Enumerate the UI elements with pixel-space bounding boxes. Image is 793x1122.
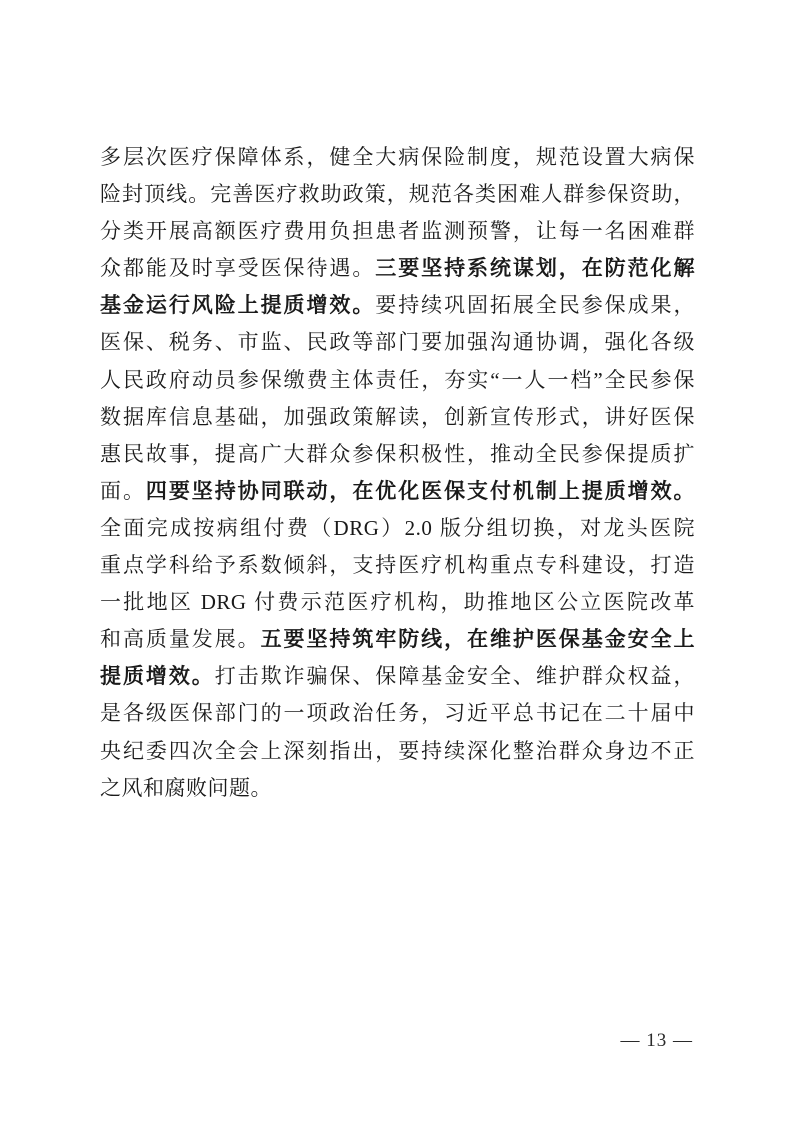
- text-line: [100, 473, 695, 510]
- text-line: [100, 695, 695, 732]
- text-line: [100, 324, 695, 361]
- text-line: [100, 770, 695, 807]
- text-line: [100, 733, 695, 770]
- text-line: [100, 584, 695, 621]
- text-line: [100, 436, 695, 473]
- emphasis-text: 基金运行风险上提质增效。: [100, 293, 376, 318]
- body-text: 央纪委四次全会上深刻指出，要持续深化整治群众身边不正: [100, 738, 695, 763]
- body-text: 分类开展高额医疗费用负担患者监测预警，让每一名困难群: [100, 219, 695, 244]
- body-text: 众都能及时享受医保待遇。: [100, 256, 376, 281]
- page-footer: [621, 1029, 694, 1053]
- body-text: 数据库信息基础，加强政策解读，创新宣传形式，讲好医保: [100, 404, 695, 429]
- body-text: 是各级医保部门的一项政治任务，习近平总书记在二十届中: [100, 701, 695, 726]
- body-text: 人民政府动员参保缴费主体责任，夯实“一人一档”全民参保: [100, 367, 695, 392]
- page-number: — 13 —: [620, 1030, 693, 1051]
- body-text: 惠民故事，提高广大群众参保积极性，推动全民参保提质扩: [100, 441, 695, 466]
- text-line: [100, 399, 695, 436]
- body-text: 全面完成按病组付费（DRG）2.0 版分组切换，对龙头医院: [100, 515, 695, 540]
- text-line: [100, 213, 695, 250]
- body-text: 一批地区 DRG 付费示范医疗机构，助推地区公立医院改革: [100, 590, 695, 615]
- emphasis-text: 提质增效。: [100, 664, 215, 689]
- body-text: 和高质量发展。: [100, 627, 261, 652]
- body-text: 多层次医疗保障体系，健全大病保险制度，规范设置大病保: [100, 145, 695, 169]
- text-line: [100, 510, 695, 547]
- text-line: [100, 658, 695, 695]
- text-line: [100, 176, 695, 213]
- body-text: 重点学科给予系数倾斜，支持医疗机构重点专科建设，打造: [100, 553, 695, 578]
- document-body: [100, 139, 695, 807]
- body-text: 险封顶线。完善医疗救助政策，规范各类困难人群参保资助，: [100, 182, 695, 207]
- body-text: 面。: [100, 478, 146, 503]
- text-line: [100, 287, 695, 324]
- text-line: [100, 547, 695, 584]
- text-line: [100, 139, 695, 176]
- body-text: 医保、税务、市监、民政等部门要加强沟通协调，强化各级: [100, 330, 695, 355]
- body-text: 打击欺诈骗保、保障基金安全、维护群众权益，: [214, 664, 696, 689]
- text-line: [100, 362, 695, 399]
- body-text: 之风和腐败问题。: [100, 775, 272, 800]
- text-line: [100, 250, 695, 287]
- text-line: [100, 621, 695, 658]
- emphasis-text: 三要坚持系统谋划，在防范化解: [375, 256, 696, 281]
- emphasis-text: 五要坚持筑牢防线，在维护医保基金安全上: [260, 627, 696, 652]
- emphasis-text: 四要坚持协同联动，在优化医保支付机制上提质增效。: [145, 478, 696, 503]
- body-text: 要持续巩固拓展全民参保成果，: [375, 293, 696, 318]
